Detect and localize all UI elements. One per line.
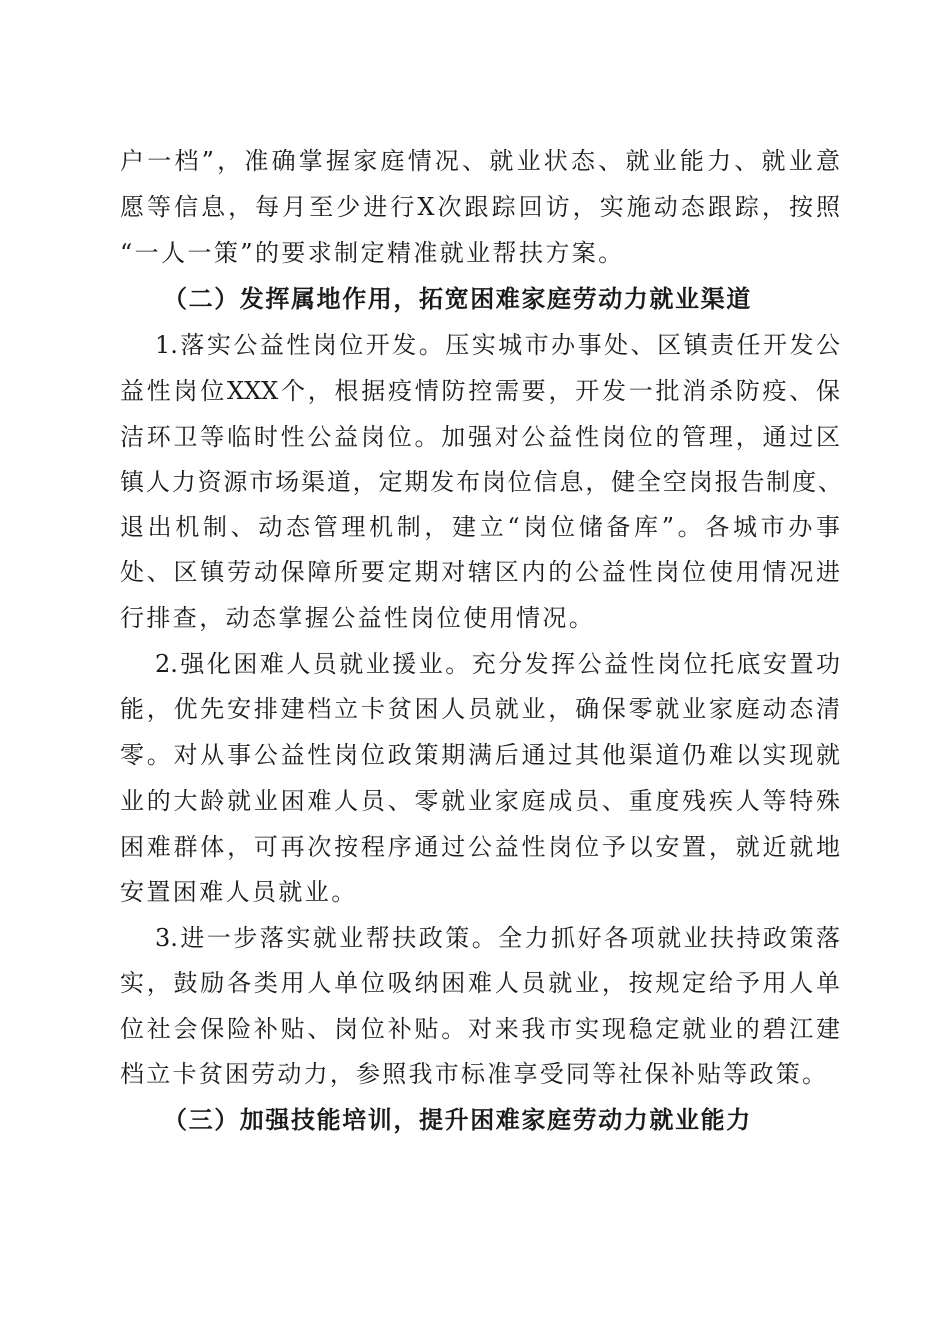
item-1-line-7: 行排查，动态掌握公益性岗位使用情况。 (120, 604, 596, 632)
paragraph-1-line-2: 愿等信息，每月至少进行X次跟踪回访，实施动态跟踪，按照 (120, 193, 840, 221)
item-3-line-4: 档立卡贫困劳动力，参照我市标准享受同等社保补贴等政策。 (120, 1060, 826, 1088)
section-heading-3: （三）加强技能培训，提升困难家庭劳动力就业能力 (163, 1105, 752, 1134)
section-heading-2: （二）发挥属地作用，拓宽困难家庭劳动力就业渠道 (163, 284, 752, 313)
item-1-line-1: 1.落实公益性岗位开发。压实城市办事处、区镇责任开发公 (155, 331, 840, 359)
item-2-line-5: 困难群体，可再次按程序通过公益性岗位予以安置，就近就地 (120, 833, 840, 861)
item-3-line-2: 实，鼓励各类用人单位吸纳困难人员就业，按规定给予用人单 (120, 969, 840, 997)
item-2-line-4: 业的大龄就业困难人员、零就业家庭成员、重度残疾人等特殊 (120, 787, 840, 815)
item-2-line-1: 2.强化困难人员就业援业。充分发挥公益性岗位托底安置功 (155, 650, 840, 678)
item-3-line-3: 位社会保险补贴、岗位补贴。对来我市实现稳定就业的碧江建 (120, 1015, 840, 1043)
item-1-line-4: 镇人力资源市场渠道，定期发布岗位信息，健全空岗报告制度、 (120, 468, 842, 496)
item-2-line-2: 能，优先安排建档立卡贫困人员就业，确保零就业家庭动态清 (120, 695, 840, 723)
item-2-line-3: 零。对从事公益性岗位政策期满后通过其他渠道仍难以实现就 (120, 741, 840, 769)
item-2-line-6: 安置困难人员就业。 (120, 878, 358, 906)
paragraph-1-line-1: 户一档”，准确掌握家庭情况、就业状态、就业能力、就业意 (120, 147, 840, 175)
item-3-line-1: 3.进一步落实就业帮扶政策。全力抓好各项就业扶持政策落 (155, 924, 840, 952)
item-1-line-3: 洁环卫等临时性公益岗位。加强对公益性岗位的管理，通过区 (120, 423, 840, 451)
item-1-line-5: 退出机制、动态管理机制，建立“岗位储备库”。各城市办事 (120, 513, 840, 541)
item-1-line-2: 益性岗位XXX个，根据疫情防控需要，开发一批消杀防疫、保 (120, 377, 840, 405)
paragraph-1-line-3: “一人一策”的要求制定精准就业帮扶方案。 (120, 239, 625, 267)
item-1-line-6: 处、区镇劳动保障所要定期对辖区内的公益性岗位使用情况进 (120, 558, 840, 586)
